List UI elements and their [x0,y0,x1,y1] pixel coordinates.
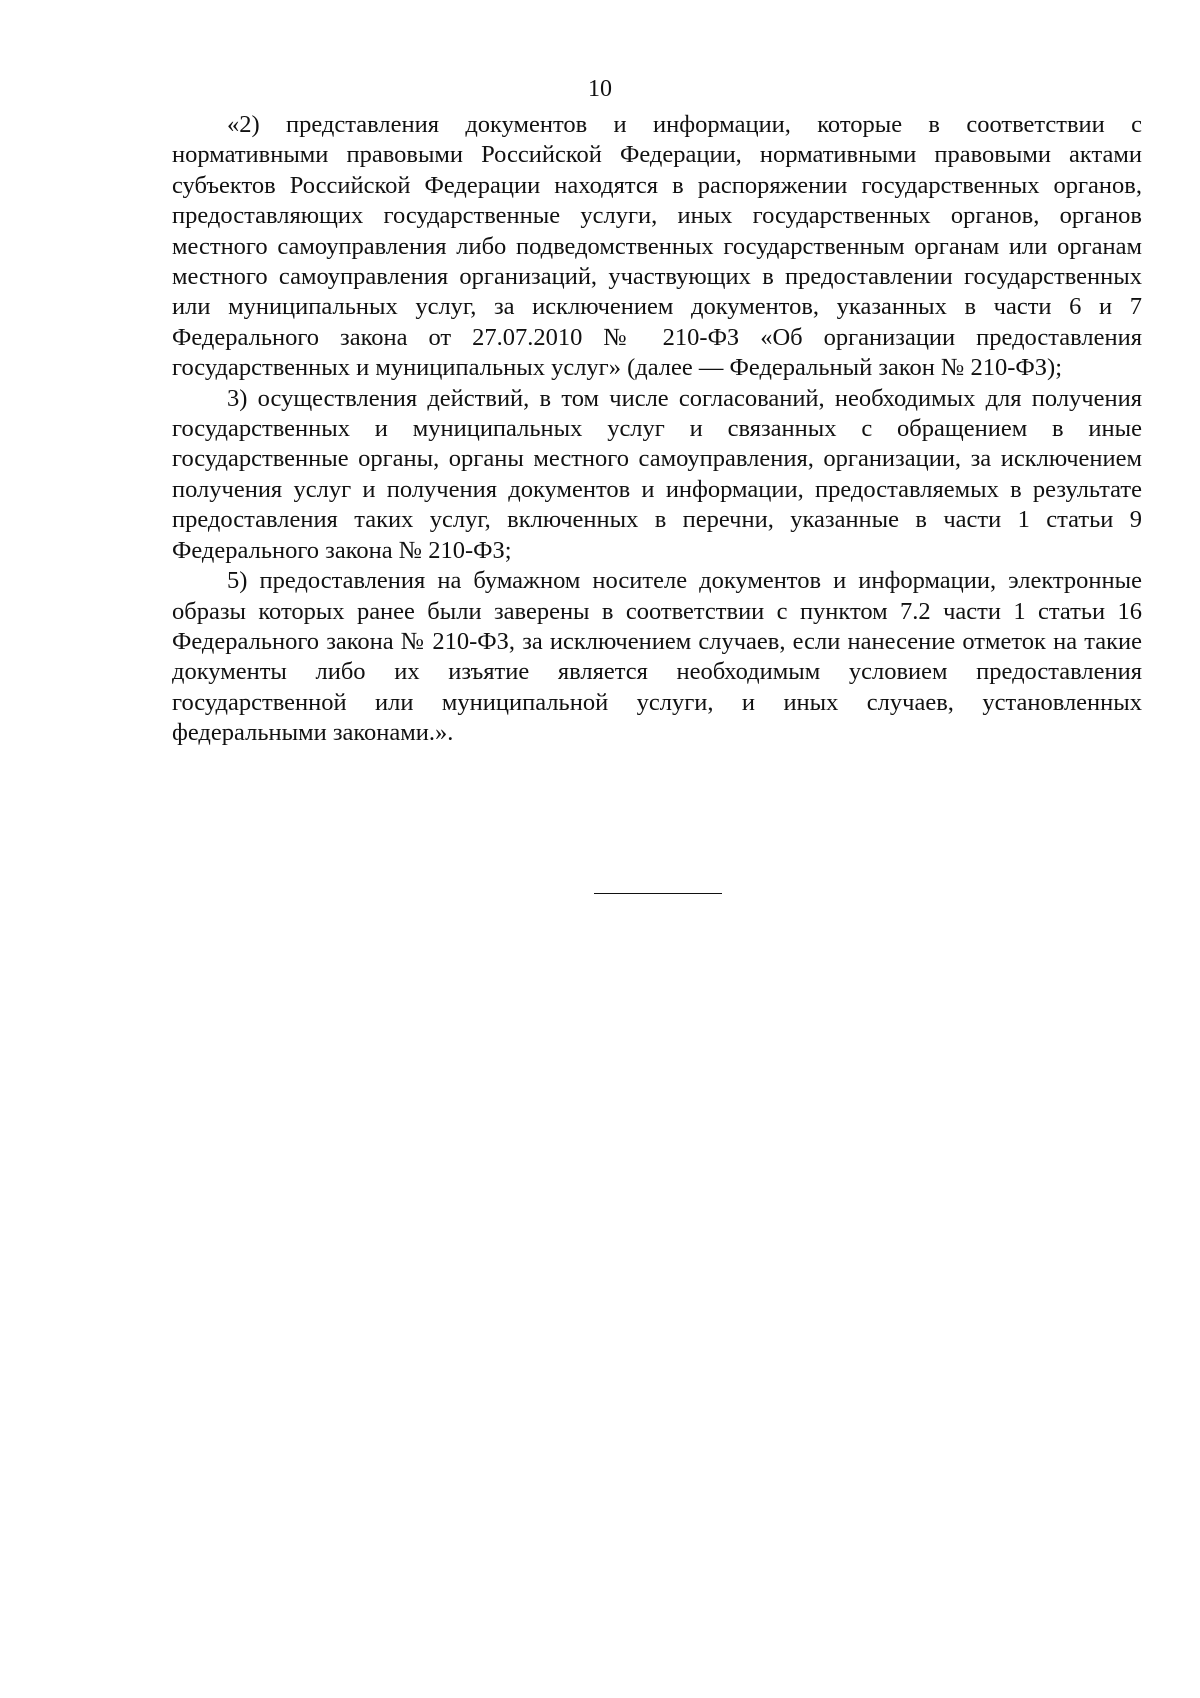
paragraph-item-5: 5) предоставления на бумажном носителе документов и информации, электронные образы которых ранее были заверены в соответствии с пунктом 7.2 части 1 статьи 16 Федерального закона № 210-ФЗ, за исключением случаев, если нанесение отметок на такие документы либо их изъятие является необходимым условием предоставления государственной или муниципальной услуги, и иных случаев, установленных федеральными законами.». [172,567,1142,747]
end-of-text-rule [594,893,722,894]
page-number: 10 [588,76,612,102]
paragraph-item-3: 3) осуществления действий, в том числе согласований, необходимых для получения государственных и муниципальных услуг и связанных с обращением в иные государственные органы, органы местного самоуправления, организации, за исключением получения услуг и получения документов и информации, предоставляемых в результате предоставления таких услуг, включенных в перечни, указанные в части 1 статьи 9 Федерального закона № 210-ФЗ; [172,384,1142,564]
paragraph-item-2: «2) представления документов и информации, которые в соответствии с нормативными правовыми Российской Федерации, нормативными правовыми актами субъектов Российской Федерации находятся в распоряжении государственных органов, предоставляющих государственные услуги, иных государственных органов, органов местного самоуправления либо подведомственных государственным органам или органам местного самоуправления организаций, участвующих в предоставлении государственных или муниципальных услуг, за исключением документов, указанных в части 6 и 7 Федерального закона от 27.07.2010 № 210-ФЗ «Об организации предоставления государственных и муниципальных услуг» (далее — Федеральный закон № 210-ФЗ); [172,111,1142,382]
document-body [172,110,1142,749]
